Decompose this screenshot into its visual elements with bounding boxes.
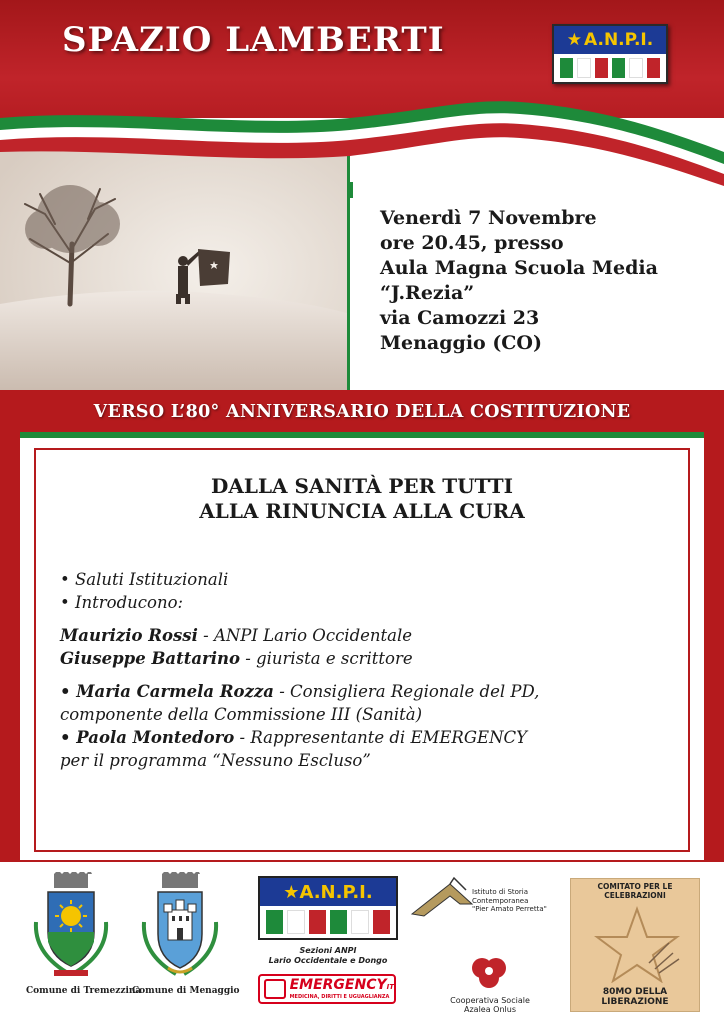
event-date: Venerdì 7 Novembre (380, 207, 597, 229)
speaker-4-role: - Rappresentante di EMERGENCY (234, 728, 528, 747)
speaker-1-role: - ANPI Lario Occidentale (197, 626, 413, 645)
istituto-line-1: Istituto di Storia (472, 888, 529, 896)
azalea-logo (430, 954, 550, 1014)
menaggio-crest (132, 872, 240, 996)
page-title: SPAZIO LAMBERTI (62, 20, 445, 60)
event-details (380, 206, 710, 356)
tremezzina-crest (26, 872, 142, 996)
comitato-star-icon (589, 903, 685, 983)
azalea-line-1: Cooperativa Sociale (450, 996, 530, 1005)
event-city: Menaggio (CO) (380, 332, 542, 354)
istituto-line-3: "Pier Amato Perretta" (472, 905, 547, 913)
star-icon: ★ (566, 30, 583, 50)
comitato-bottom-text: 80MO DELLA LIBERAZIONE (601, 987, 669, 1007)
emergency-suffix: IT (386, 983, 394, 991)
anpi-badge-label: A.N.P.I. (584, 30, 654, 50)
sponsors-footer (0, 862, 724, 1024)
program-item-intro: • Introducono: (60, 593, 184, 612)
speaker-4 (60, 726, 680, 749)
istituto-mark-icon (410, 874, 480, 924)
speaker-3-role-line-2: componente della Commissione III (Sanità) (60, 705, 423, 724)
event-time: ore 20.45, presso (380, 232, 564, 254)
comitato-logo (570, 878, 700, 1012)
anpi-caption-1: Sezioni ANPI (299, 946, 357, 955)
azalea-line-2: Azalea Onlus (464, 1005, 516, 1014)
emergency-sub: MEDICINA, DIRITTI E UGUAGLIANZA (289, 994, 390, 1000)
menaggio-caption: Comune di Menaggio (132, 986, 240, 996)
headline-line-1: DALLA SANITÀ PER TUTTI (211, 474, 513, 498)
partisan-photo (0, 124, 350, 390)
speaker-2 (60, 647, 680, 670)
star-icon: ★ (283, 881, 300, 903)
tremezzina-caption: Comune di Tremezzina (26, 986, 142, 996)
headline-line-2: ALLA RINUNCIA ALLA CURA (199, 499, 525, 523)
speaker-3 (60, 680, 680, 703)
emergency-mark-icon (264, 979, 286, 999)
event-venue: Aula Magna Scuola Media (380, 257, 658, 279)
istituto-line-2: Contemporanea (472, 896, 529, 905)
event-venue-name: “J.Rezia” (380, 282, 475, 304)
program-item-greetings: • Saluti Istituzionali (60, 570, 229, 589)
speaker-4-role-line-2: per il programma “Nessuno Escluso” (60, 751, 371, 770)
comitato-top-text: COMITATO PER LE CELEBRAZIONI (597, 882, 673, 900)
headline (36, 474, 688, 524)
speaker-3-role: - Consigliera Regionale del PD, (273, 682, 540, 701)
header-band (0, 0, 724, 130)
speaker-2-name: Giuseppe Battarino (60, 649, 240, 668)
upper-section (0, 118, 724, 390)
anniversary-text: VERSO L’80° ANNIVERSARIO DELLA COSTITUZIONE (93, 402, 631, 422)
emergency-label: EMERGENCY (289, 977, 387, 993)
anniversary-banner (0, 392, 724, 432)
anpi-logo (552, 24, 668, 84)
tremezzina-crest-icon (26, 872, 116, 982)
anpi-footer-label: A.N.P.I. (299, 881, 373, 903)
anpi-sections-logo (258, 876, 398, 966)
speaker-1-name: Maurizio Rossi (60, 626, 198, 645)
emergency-logo (258, 974, 396, 1004)
program-box (20, 432, 704, 860)
speaker-1 (60, 624, 680, 647)
menaggio-crest-icon (132, 872, 228, 982)
speaker-4-name: • Paola Montedoro (60, 728, 235, 747)
istituto-logo (410, 874, 560, 944)
program-frame (34, 448, 690, 852)
anpi-caption-2: Lario Occidentale e Dongo (268, 956, 388, 965)
event-address: via Camozzi 23 (380, 307, 540, 329)
speakers-list (60, 568, 680, 772)
speaker-2-role: - giurista e scrittore (240, 649, 413, 668)
azalea-flower-icon (430, 954, 550, 990)
speaker-3-name: • Maria Carmela Rozza (60, 682, 274, 701)
